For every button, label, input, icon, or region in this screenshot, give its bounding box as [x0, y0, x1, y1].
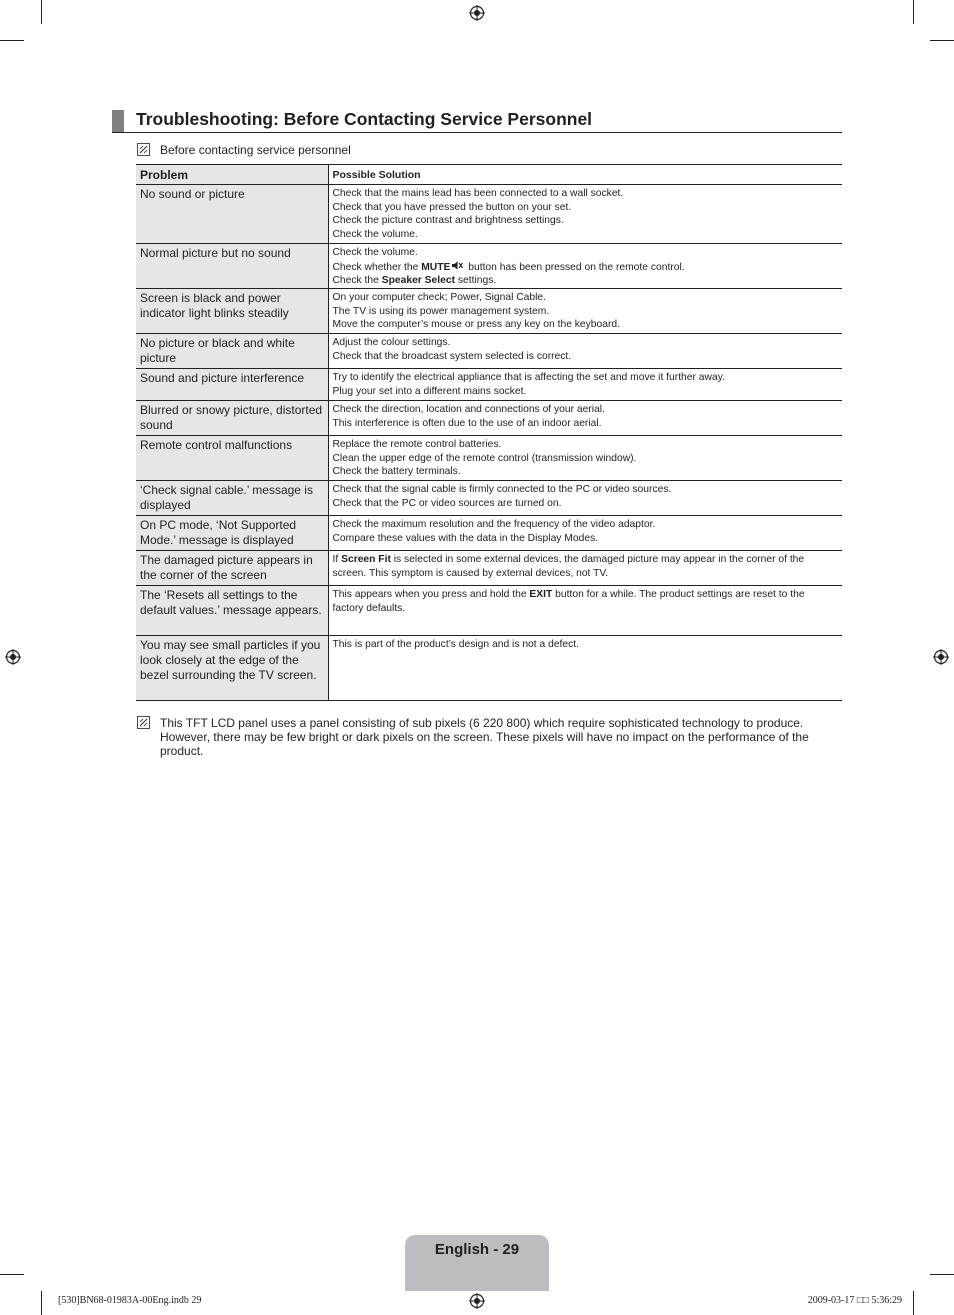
- crop-mark: [930, 40, 954, 41]
- solution-cell: [328, 436, 842, 481]
- solution-line: Check that the broadcast system selected is correct.: [332, 350, 572, 362]
- note-icon: [137, 143, 150, 156]
- table-row: [136, 586, 842, 636]
- solution-line: Adjust the colour settings.: [332, 337, 451, 348]
- crop-mark: [0, 1274, 24, 1275]
- table-row: [136, 289, 842, 334]
- lcd-panel-note-text: This TFT LCD panel uses a panel consisting of sub pixels (6 220 800) which require sophisticated technology to produce. However, there may be few bright or dark pixels on the screen. These pixels will have no impact on the performance of the product.: [160, 716, 809, 758]
- page-number: English - 29: [434, 1241, 520, 1258]
- table-row: [136, 369, 842, 401]
- solution-line: The TV is using its power management system.: [332, 305, 550, 317]
- problem-cell: The damaged picture appears in the corner of the screen: [136, 551, 328, 586]
- crop-mark: [930, 1274, 954, 1275]
- intro-note: [137, 143, 737, 159]
- table-row: [136, 436, 842, 481]
- table-row: [136, 185, 842, 244]
- solution-line: Check that you have pressed the button on your set.: [332, 201, 572, 213]
- crop-mark: [0, 40, 24, 41]
- lcd-panel-note: [137, 716, 842, 762]
- solution-line: Check that the signal cable is firmly connected to the PC or video sources.: [332, 484, 672, 495]
- solution-line: Replace the remote control batteries.: [332, 439, 502, 450]
- table-row: [136, 334, 842, 369]
- imprint-timestamp: 2009-03-17 □□ 5:36:29: [807, 1295, 902, 1306]
- solution-line: Check whether the MUTE button has been pressed on the remote control.: [332, 261, 685, 273]
- solution-line: Plug your set into a different mains socket.: [332, 385, 527, 397]
- solution-line: Move the computer’s mouse or press any key on the keyboard.: [332, 319, 621, 330]
- solution-cell: [328, 401, 842, 436]
- column-header-solution: Possible Solution: [328, 165, 842, 185]
- problem-cell: Sound and picture interference: [136, 369, 328, 401]
- problem-cell: No sound or picture: [136, 185, 328, 244]
- registration-mark-icon: [5, 649, 21, 665]
- intro-note-text: Before contacting service personnel: [160, 143, 351, 157]
- solution-line: Compare these values with the data in the Display Modes.: [332, 532, 599, 544]
- registration-mark-icon: [469, 5, 485, 21]
- solution-cell: This appears when you press and hold the EXIT button for a while. The product settings are reset to the factory defaults.: [328, 586, 842, 636]
- solution-line: This interference is often due to the use of an indoor aerial.: [332, 417, 602, 429]
- solution-line: Check the direction, location and connections of your aerial.: [332, 404, 605, 415]
- table-row: [136, 481, 842, 516]
- problem-cell: Remote control malfunctions: [136, 436, 328, 481]
- column-header-problem: Problem: [136, 165, 328, 185]
- registration-mark-icon: [469, 1293, 485, 1309]
- crop-mark: [41, 1291, 42, 1315]
- problem-cell: Normal picture but no sound: [136, 244, 328, 289]
- table-header-row: [136, 165, 842, 185]
- solution-line: Try to identify the electrical appliance that is affecting the set and move it further away.: [332, 372, 725, 383]
- solution-line: Check the volume.: [332, 247, 418, 258]
- solution-cell: If Screen Fit is selected in some external devices, the damaged picture may appear in the corner of the screen. This symptom is caused by external devices, not TV.: [328, 551, 842, 586]
- solution-line: Check the Speaker Select settings.: [332, 275, 497, 286]
- troubleshooting-table: [136, 164, 842, 701]
- solution-line: Check the volume.: [332, 228, 418, 240]
- problem-cell: You may see small particles if you look closely at the edge of the bezel surrounding the TV screen.: [136, 636, 328, 701]
- page-title: Troubleshooting: Before Contacting Service Personnel: [136, 109, 593, 129]
- problem-cell: Screen is black and power indicator light blinks steadily: [136, 289, 328, 334]
- crop-mark: [41, 0, 42, 24]
- mute-speaker-icon: [451, 260, 463, 271]
- solution-cell: [328, 636, 842, 701]
- problem-cell: The ‘Resets all settings to the default values.’ message appears.: [136, 586, 328, 636]
- problem-cell: ‘Check signal cable.’ message is displayed: [136, 481, 328, 516]
- mute-button-label: MUTE: [421, 261, 451, 273]
- table-row: [136, 244, 842, 289]
- table-row: [136, 401, 842, 436]
- solution-line: Check the picture contrast and brightness settings.: [332, 215, 564, 226]
- solution-line: Check that the mains lead has been connected to a wall socket.: [332, 188, 624, 199]
- note-icon: [137, 716, 150, 729]
- table-row: [136, 516, 842, 551]
- crop-mark: [913, 0, 914, 24]
- page-number-tab: [405, 1235, 549, 1291]
- solution-cell: [328, 481, 842, 516]
- problem-cell: On PC mode, ‘Not Supported Mode.’ message is displayed: [136, 516, 328, 551]
- solution-cell: [328, 289, 842, 334]
- solution-cell: [328, 516, 842, 551]
- solution-line: On your computer check; Power, Signal Cable.: [332, 292, 546, 303]
- crop-mark: [913, 1291, 914, 1315]
- problem-cell: No picture or black and white picture: [136, 334, 328, 369]
- solution-line: Check that the PC or video sources are turned on.: [332, 497, 562, 509]
- heading-bar: [112, 110, 124, 132]
- table-row: [136, 551, 842, 586]
- solution-cell: [328, 369, 842, 401]
- solution-cell: [328, 334, 842, 369]
- solution-line: Check the maximum resolution and the frequency of the video adaptor.: [332, 519, 656, 530]
- solution-line: Check the battery terminals.: [332, 466, 461, 477]
- section-heading: [112, 108, 842, 133]
- solution-cell: [328, 185, 842, 244]
- solution-line: This is part of the product’s design and is not a defect.: [332, 639, 580, 650]
- solution-cell: [328, 244, 842, 289]
- problem-cell: Blurred or snowy picture, distorted sound: [136, 401, 328, 436]
- imprint-file: [530]BN68-01983A-00Eng.indb 29: [58, 1295, 202, 1306]
- table-row: [136, 636, 842, 701]
- registration-mark-icon: [933, 649, 949, 665]
- solution-line: Clean the upper edge of the remote control (transmission window).: [332, 452, 637, 464]
